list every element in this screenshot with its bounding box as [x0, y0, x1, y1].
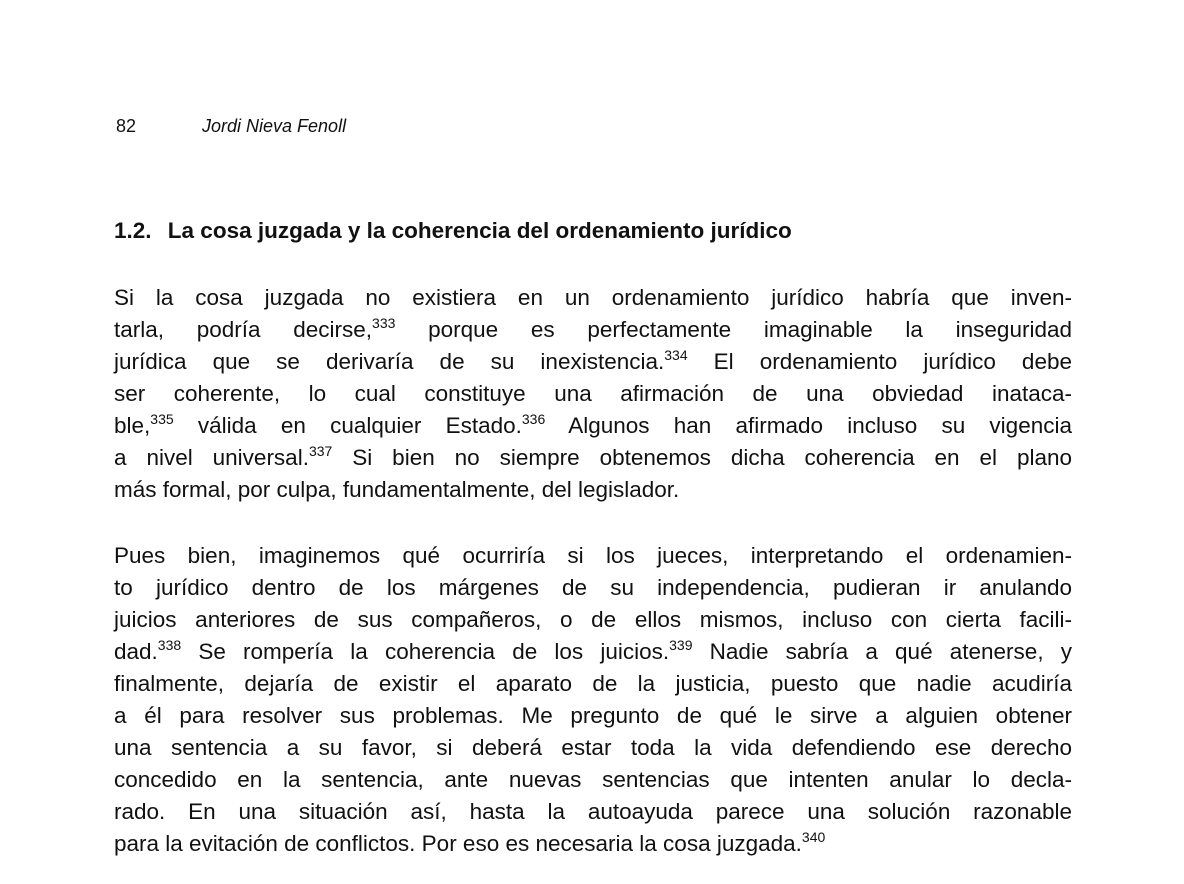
text-run: to jurídico dentro de los márgenes de su independencia, pudieran ir anulando [114, 575, 1072, 600]
text-run: El ordenamiento jurídico debe [687, 349, 1072, 374]
text-line [114, 828, 1072, 860]
text-line [114, 346, 1072, 378]
text-run: jurídica que se derivaría de su inexistencia. [114, 349, 665, 374]
page-number: 82 [116, 116, 137, 136]
text-line [114, 732, 1072, 764]
footnote-ref: 339 [669, 637, 693, 653]
text-line [114, 540, 1072, 572]
text-run: Nadie sabría a qué atenerse, y [692, 639, 1072, 664]
paragraph-2 [114, 540, 1072, 860]
running-header [116, 116, 346, 137]
text-run: juicios anteriores de sus compañeros, o de ellos mismos, incluso con cierta facili- [114, 607, 1072, 632]
text-line [114, 668, 1072, 700]
text-line [114, 636, 1072, 668]
section-title: La cosa juzgada y la coherencia del ordenamiento jurídico [167, 218, 792, 243]
running-head-author: Jordi Nieva Fenoll [202, 116, 347, 136]
text-run: para la evitación de conflictos. Por eso es necesaria la cosa juzgada. [114, 831, 802, 856]
text-run: Si bien no siempre obtenemos dicha coherencia en el plano [332, 445, 1072, 470]
text-run: ble, [114, 413, 151, 438]
footnote-ref: 340 [801, 829, 826, 845]
footnote-ref: 338 [157, 637, 182, 653]
text-line [114, 764, 1072, 796]
footnote-ref: 334 [664, 347, 688, 363]
footnote-ref: 335 [150, 411, 174, 427]
text-line [114, 442, 1072, 474]
text-line [114, 572, 1072, 604]
text-run: a él para resolver sus problemas. Me pregunto de qué le sirve a alguien obtener [114, 703, 1072, 728]
text-run: finalmente, dejaría de existir el aparato de la justicia, puesto que nadie acudiría [114, 671, 1072, 696]
text-line [114, 700, 1072, 732]
text-run: tarla, podría decirse, [114, 317, 373, 342]
text-line [114, 314, 1072, 346]
paragraph-1 [114, 282, 1072, 506]
text-run: concedido en la sentencia, ante nuevas sentencias que intenten anular lo decla- [114, 767, 1072, 792]
text-run: rado. En una situación así, hasta la autoayuda parece una solución razonable [114, 799, 1072, 824]
text-run: Pues bien, imaginemos qué ocurriría si los jueces, interpretando el ordenamien- [114, 543, 1072, 568]
footnote-ref: 337 [308, 443, 333, 459]
text-line [114, 282, 1072, 314]
text-line [114, 378, 1072, 410]
text-run: Se rompería la coherencia de los juicios. [181, 639, 670, 664]
text-run: más formal, por culpa, fundamentalmente, del legislador. [114, 477, 680, 502]
text-run: Algunos han afirmado incluso su vigencia [545, 413, 1072, 438]
section-number: 1.2. [114, 218, 152, 243]
text-line [114, 410, 1072, 442]
text-line [114, 796, 1072, 828]
text-run: a nivel universal. [114, 445, 309, 470]
text-run: porque es perfectamente imaginable la inseguridad [395, 317, 1072, 342]
text-run: válida en cualquier Estado. [173, 413, 522, 438]
text-line [114, 604, 1072, 636]
text-run: ser coherente, lo cual constituye una afirmación de una obviedad inataca- [114, 381, 1072, 406]
text-run: dad. [114, 639, 158, 664]
footnote-ref: 336 [521, 411, 546, 427]
text-run: Si la cosa juzgada no existiera en un ordenamiento jurídico habría que inven- [114, 285, 1072, 310]
section-heading [114, 218, 792, 244]
text-run: una sentencia a su favor, si deberá estar toda la vida defendiendo ese derecho [114, 735, 1072, 760]
footnote-ref: 333 [372, 315, 396, 331]
text-line [114, 474, 1072, 506]
